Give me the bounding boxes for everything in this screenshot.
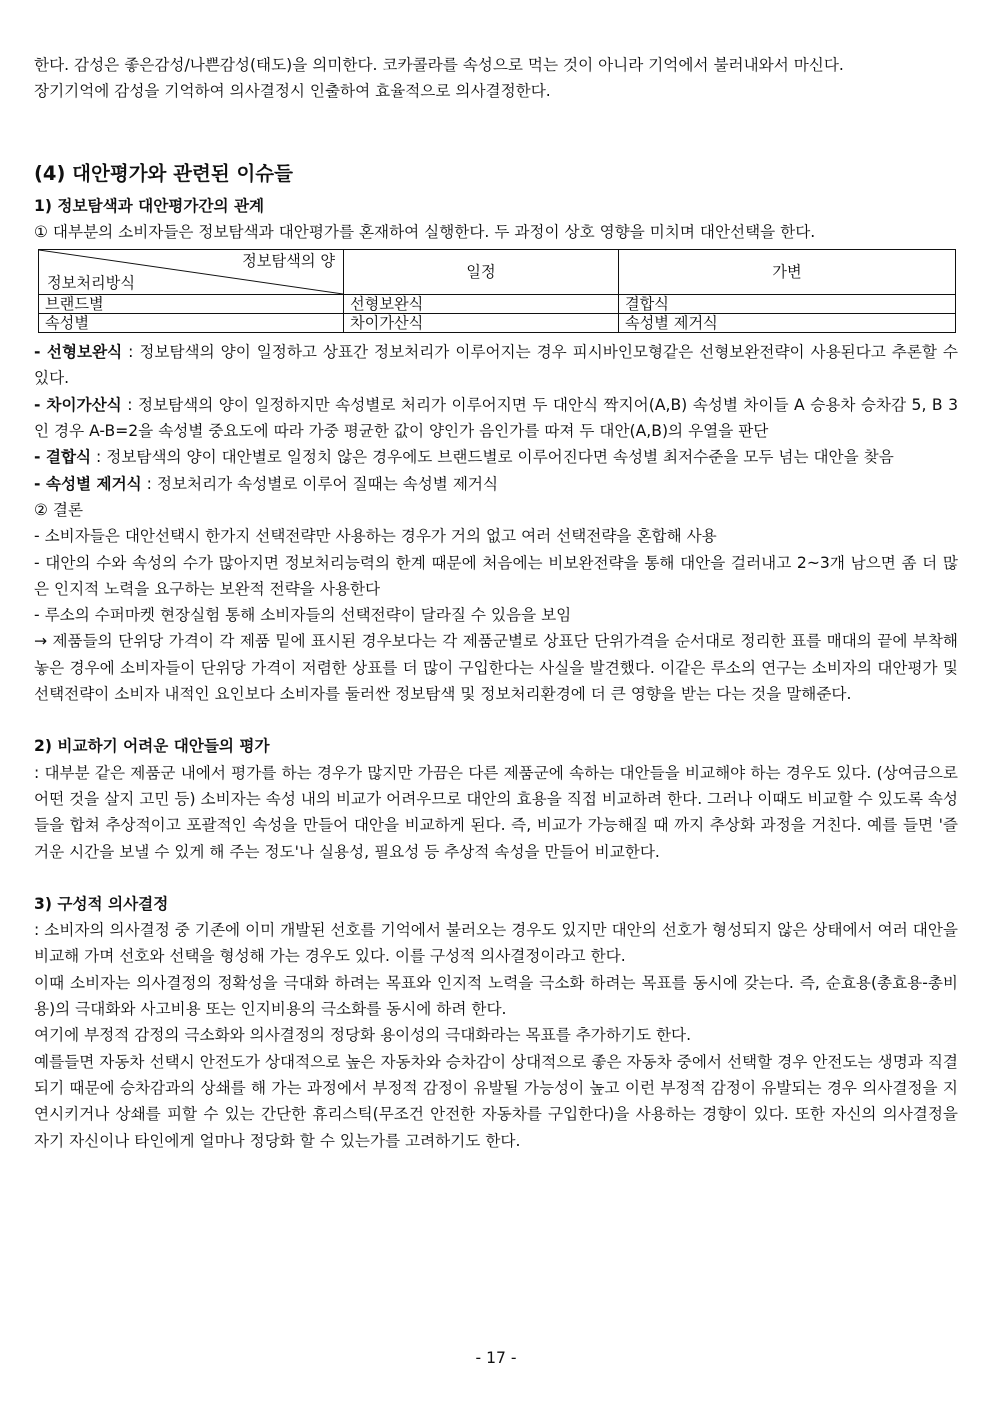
definition-text: : 정보탐색의 양이 대안별로 일정치 않은 경우에도 브랜드별로 이루어진다면 속성별 최저수준을 모두 넘는 대안을 찾음 (91, 448, 894, 467)
subsection-3-paragraph: : 소비자의 의사결정 중 기존에 이미 개발된 선호를 기억에서 불러오는 경우도 있지만 대안의 선호가 형성되지 않은 상태에서 여러 대안을 비교해 가며 선호와 선택을 형성해 가는 경우도 있다. 이를 구성적 의사결정이라고 한다. (34, 921, 958, 966)
corner-label-top: 정보탐색의 양 (242, 252, 335, 271)
table-cell: 속성별 제거식 (618, 314, 955, 333)
table-cell: 선형보완식 (344, 295, 619, 314)
table-corner-cell (39, 250, 344, 295)
point-1: ① 대부분의 소비자들은 정보탐색과 대안평가를 혼재하여 실행한다. 두 과정이 상호 영향을 미치며 대안선택을 한다. (34, 222, 816, 241)
definition-term: - 선형보완식 (34, 343, 123, 362)
subsection-3-paragraph: 여기에 부정적 감정의 극소화와 의사결정의 정당화 용이성의 극대화라는 목표를 추가하기도 한다. (34, 1026, 692, 1045)
conclusion-item: - 소비자들은 대안선택시 한가지 선택전략만 사용하는 경우가 거의 없고 여러 선택전략을 혼합해 사용 (34, 527, 717, 546)
table-cell: 차이가산식 (344, 314, 619, 333)
subsection-3-paragraph: 이때 소비자는 의사결정의 정확성을 극대화 하려는 목표와 인지적 노력을 극소화 하려는 목표를 동시에 갖는다. 즉, 순효용(총효용-총비용)의 극대화와 사고비용 또는 인지비용의 극소화를 동시에 하려 한다. (34, 973, 958, 1019)
conclusion-item: → 제품들의 단위당 가격이 각 제품 밑에 표시된 경우보다는 각 제품군별로 상표단 단위가격을 순서대로 정리한 표를 매대의 끝에 부착해 놓은 경우에 소비자들이 단위당 가격이 저렴한 상표를 더 많이 구입한다는 사실을 발견했다. 이같은 루소의 연구는 소비자의 대안평가 및 선택전략이 소비자 내적인 요인보다 소비자를 둘러싼 정보탐색 및 정보처리환경에 더 큰 영향을 받는 다는 것을 말해준다. (34, 632, 958, 704)
subsection-2-title: 2) 비교하기 어려운 대안들의 평가 (34, 737, 270, 756)
definition-item (34, 392, 958, 445)
definition-text: : 정보탐색의 양이 일정하지만 속성별로 처리가 이루어지면 두 대안식 짝지어(A,B) 속성별 차이들 A 승용차 승차감 5, B 3인 경우 A-B=2을 속성별 중요도에 따라 가중 평균한 값이 양인가 음인가를 따져 두 대안(A,B)의 우열을 판단 (34, 395, 958, 441)
page-number: - 17 - (475, 1349, 517, 1367)
conclusion-item: - 대안의 수와 속성의 수가 많아지면 정보처리능력의 한계 때문에 처음에는 비보완전략을 통해 대안을 걸러내고 2~3개 남으면 좀 더 많은 인지적 노력을 요구하는 보완적 전략을 사용한다 (34, 553, 958, 598)
definition-item (34, 339, 958, 392)
definition-text: : 정보탐색의 양이 일정하고 상표간 정보처리가 이루어지는 경우 피시바인모형같은 선형보완전략이 사용된다고 추론할 수있다. (34, 343, 958, 388)
subsection-1-title: 1) 정보탐색과 대안평가간의 관계 (34, 196, 265, 215)
table-row (39, 314, 956, 333)
column-header-variable: 가변 (618, 250, 955, 295)
subsection-3-paragraph: 예를들면 자동차 선택시 안전도가 상대적으로 높은 자동차와 승차감이 상대적으로 좋은 자동차 중에서 선택할 경우 안전도는 생명과 직결되기 때문에 승차감과의 상쇄를 해 가는 과정에서 부정적 감정이 유발될 가능성이 높고 이런 부정적 감정이 유발되는 경우 의사결정을 지연시키거나 상쇄를 피할 수 있는 간단한 휴리스틱(무조건 안전한 자동차를 구입한다)을 사용하는 경향이 있다. 또한 자신의 의사결정을 자기 자신이나 타인에게 얼마나 정당화 할 수 있는가를 고려하기도 한다. (34, 1052, 958, 1150)
document-body (34, 52, 958, 1154)
info-processing-table (38, 249, 956, 333)
point-2: ② 결론 (34, 500, 84, 519)
row-label: 속성별 (39, 314, 344, 333)
corner-label-bottom: 정보처리방식 (47, 274, 136, 293)
conclusion-item: - 루소의 수퍼마켓 현장실험 통해 소비자들의 선택전략이 달라질 수 있음을 보임 (34, 606, 572, 625)
row-label: 브랜드별 (39, 295, 344, 314)
intro-line-2: 장기기억에 감성을 기억하여 의사결정시 인출하여 효율적으로 의사결정한다. (34, 82, 551, 101)
definition-text: : 정보처리가 속성별로 이루어 질때는 속성별 제거식 (141, 474, 499, 493)
column-header-fixed: 일정 (344, 250, 619, 295)
definition-term: - 결합식 (34, 448, 92, 467)
intro-line-1: 한다. 감성은 좋은감성/나쁜감성(태도)을 의미한다. 코카콜라를 속성으로 먹는 것이 아니라 기억에서 불러내와서 마신다. (34, 56, 844, 74)
table-row (39, 295, 956, 314)
definition-item (34, 471, 958, 497)
subsection-2-body: : 대부분 같은 제품군 내에서 평가를 하는 경우가 많지만 가끔은 다른 제품군에 속하는 대안들을 비교해야 하는 경우도 있다. (상여금으로 어떤 것을 살지 고민 등) 소비자는 속성 내의 비교가 어려우므로 대안의 효용을 직접 비교하려 한다. 그러나 이때도 비교할 수 있도록 속성들을 합쳐 추상적이고 포괄적인 속성을 만들어 대안을 비교하게 된다. 즉, 비교가 가능해질 때 까지 추상화 과정을 거친다. 예를 들면 '즐거운 시간을 보낼 수 있게 해 주는 정도'나 실용성, 필요성 등 추상적 속성을 만들어 비교한다. (34, 763, 958, 861)
table-header-row (39, 250, 956, 295)
definition-item (34, 444, 958, 470)
definition-term: - 속성별 제거식 (34, 474, 142, 493)
subsection-3-title: 3) 구성적 의사결정 (34, 894, 169, 913)
table-cell: 결합식 (618, 295, 955, 314)
definition-term: - 차이가산식 (34, 395, 122, 414)
section-4-title: (4) 대안평가와 관련된 이슈들 (34, 161, 293, 185)
